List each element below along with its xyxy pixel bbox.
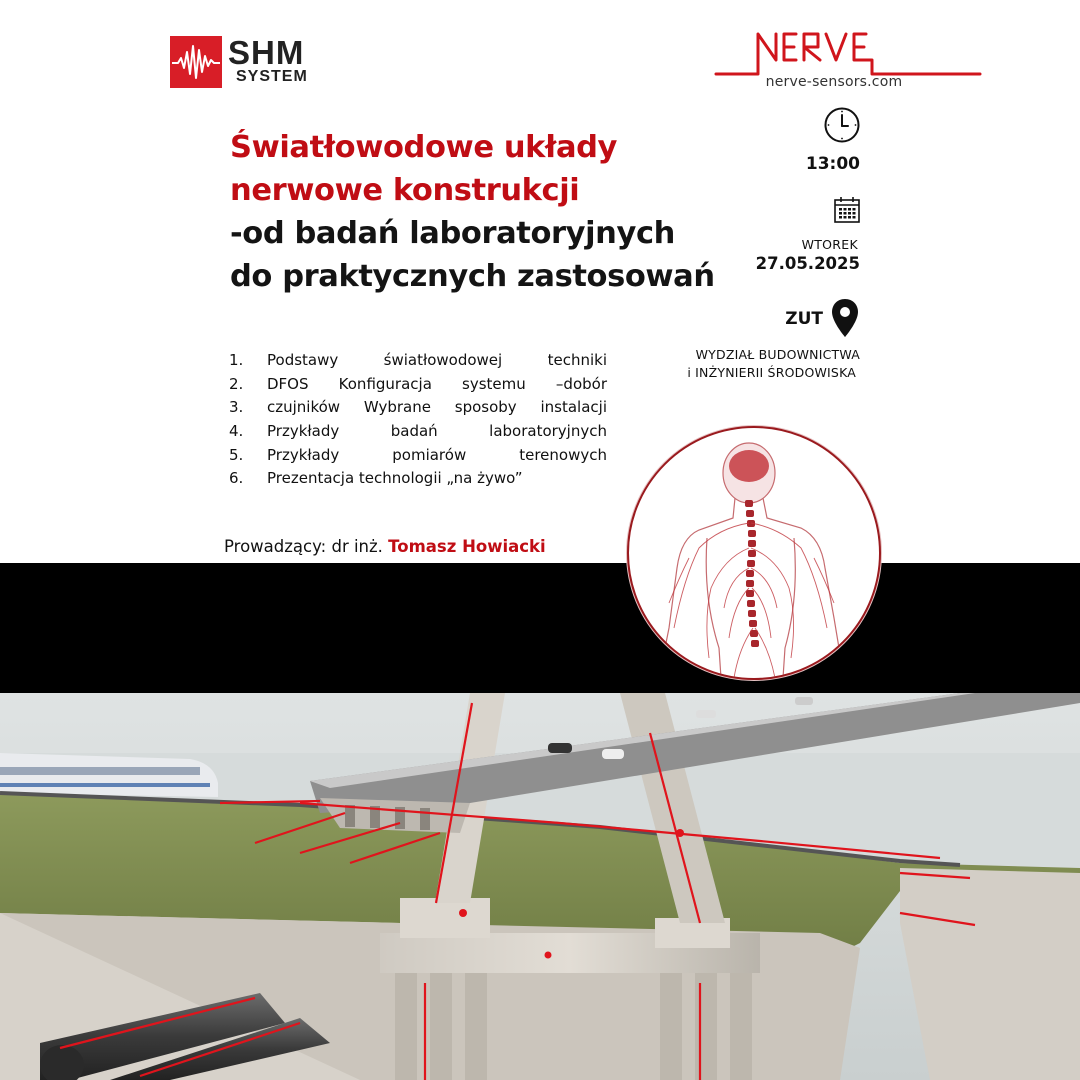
map-pin-icon xyxy=(830,298,860,338)
page-title xyxy=(230,126,730,298)
calendar-icon xyxy=(833,196,861,224)
faculty-name-line-1: WYDZIAŁ BUDOWNICTWA xyxy=(695,347,860,362)
title-dark-line-2: do praktycznych zastosowań xyxy=(230,259,715,294)
agenda-item-number: 2. xyxy=(229,374,244,393)
presenter-name: Tomasz Howiacki xyxy=(388,537,546,556)
train xyxy=(0,753,218,797)
nervous-system-illustration xyxy=(627,426,881,680)
title-dark-line-1: -od badań laboratoryjnych xyxy=(230,216,675,251)
event-date: 27.05.2025 xyxy=(755,254,860,273)
title-red-line-2: nerwowe konstrukcji xyxy=(230,173,580,208)
agenda-item-text: Przykłady pomiarów terenowych xyxy=(267,445,607,464)
nerve-url: nerve-sensors.com xyxy=(765,74,903,90)
agenda-item-text: DFOS Konfiguracja systemu –dobór xyxy=(267,374,607,393)
presenter-label: Prowadzący: dr inż. xyxy=(224,537,389,556)
nerve-logo xyxy=(714,20,984,96)
agenda-item-number: 3. xyxy=(229,398,244,417)
agenda-item xyxy=(229,373,607,397)
event-day: WTOREK xyxy=(801,237,858,252)
event-venue: ZUT xyxy=(785,309,823,329)
clock-icon xyxy=(823,106,861,144)
faculty-name-line-2: i INŻYNIERII ŚRODOWISKA xyxy=(687,365,856,380)
agenda-list xyxy=(229,349,607,491)
human-nervous-system-icon xyxy=(629,428,879,678)
agenda-item-number: 1. xyxy=(229,351,244,369)
title-red-line-1: Światłowodowe układy xyxy=(230,130,618,165)
event-time: 13:00 xyxy=(805,154,860,174)
nerve-wordmark-icon xyxy=(714,20,984,80)
agenda-item-text: Prezentacja technologii „na żywo” xyxy=(267,469,523,488)
agenda-item-number: 4. xyxy=(229,422,244,441)
presenter-line xyxy=(224,537,546,556)
shm-logo-text: SHM xyxy=(228,34,305,71)
shm-waveform-icon xyxy=(170,36,222,88)
black-band xyxy=(0,563,1080,693)
agenda-item-text: czujników Wybrane sposoby instalacji xyxy=(267,398,607,417)
bridge-illustration xyxy=(0,693,1080,1080)
agenda-item xyxy=(229,396,607,420)
agenda-item-text: Podstawy światłowodowej techniki xyxy=(267,351,607,369)
agenda-item xyxy=(229,349,607,373)
agenda-item-text: Przykłady badań laboratoryjnych xyxy=(267,422,607,441)
shm-system-logo xyxy=(170,36,330,88)
agenda-item-number: 5. xyxy=(229,445,244,464)
shm-logo-subtext: SYSTEM xyxy=(236,68,308,85)
agenda-item xyxy=(229,467,607,491)
agenda-item xyxy=(229,420,607,444)
agenda-item xyxy=(229,444,607,468)
agenda-item-number: 6. xyxy=(229,469,244,488)
